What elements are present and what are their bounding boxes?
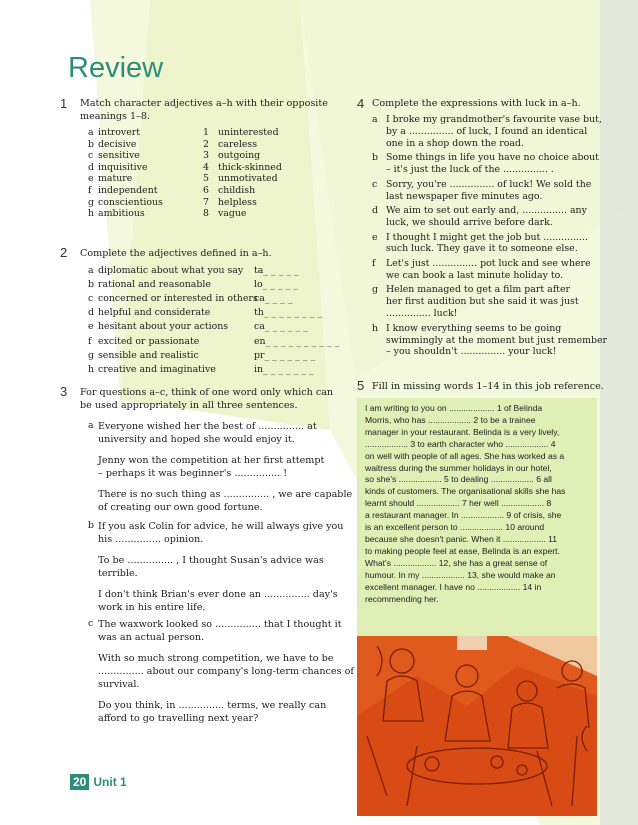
ex4-line: – it's just the luck of the ............... . <box>386 164 554 176</box>
ex1-letter: b <box>88 138 95 150</box>
exercise-3-a-sentence2: Jenny won the competition at her first attempt <box>98 455 325 466</box>
job-reference-line: kinds of customers. The organisational skills she has <box>365 486 566 497</box>
exercise-5-number: 5 <box>357 378 365 393</box>
job-reference-line: is an excellent person to .................. 10 around <box>365 522 545 533</box>
job-reference-line: on well with people of all ages. She has worked as a <box>365 450 565 461</box>
exercise-3-b-sentence1: If you ask Colin for advice, he will always give you <box>98 521 344 532</box>
ex1-letter: g <box>88 196 95 208</box>
exercise-3-c-sentence1-cont: was an actual person. <box>98 632 205 643</box>
ex2-definition: rational and reasonable <box>98 279 211 291</box>
ex4-line: Let's just ............... pot luck and see where <box>386 257 591 269</box>
ex4-letter: a <box>372 114 378 125</box>
exercise-3-c-sentence2-cont2: survival. <box>98 679 140 690</box>
ex2-letter: e <box>88 321 94 333</box>
ex4-line: ............... luck! <box>386 308 458 320</box>
ex2-definition: creative and imaginative <box>98 363 216 375</box>
exercise-3-a-sentence1: Everyone wished her the best of ............... at <box>98 421 317 432</box>
ex2-definition: sensible and realistic <box>98 349 199 361</box>
ex1-opposite: uninterested <box>218 127 279 138</box>
ex2-letter: g <box>88 349 95 361</box>
ex1-number: 3 <box>203 150 209 162</box>
ex1-letter: a <box>88 127 94 138</box>
exercise-3-a-sentence3: There is no such thing as ............... , we are capable <box>98 489 353 500</box>
ex1-adjective: independent <box>98 185 158 196</box>
job-reference-line: manager in your restaurant. Belinda is a very lively, <box>365 426 560 437</box>
exercise-1-number: 1 <box>60 96 68 111</box>
ex2-answer-blank: pr_ _ _ _ _ _ _ <box>254 349 316 361</box>
exercise-3-c-letter: c <box>88 618 94 629</box>
job-reference-line: learnt should .................. 7 her well .................. 8 <box>365 498 552 509</box>
ex4-line: Helen managed to get a film part after <box>386 284 570 296</box>
exercise-3-c-sentence2: With so much strong competition, we have to be <box>98 653 334 664</box>
ex2-letter: h <box>88 363 95 375</box>
ex1-letter: f <box>88 185 92 196</box>
exercise-3-c-sentence3: Do you think, in ............... terms, we really can <box>98 700 327 711</box>
ex1-opposite: careless <box>218 138 258 150</box>
page-title: Review <box>68 52 164 84</box>
ex2-letter: c <box>88 293 94 305</box>
ex1-number: 5 <box>203 173 209 185</box>
ex4-letter: g <box>372 284 379 296</box>
job-reference-line: so she's .................. 5 to dealing .................. 6 all <box>365 474 552 485</box>
ex2-definition: hesitant about your actions <box>98 321 229 333</box>
ex1-number: 7 <box>203 196 209 208</box>
ex2-letter: b <box>88 279 95 291</box>
ex2-answer-blank: lo_ _ _ _ _ <box>254 279 299 291</box>
ex2-definition: helpful and considerate <box>98 307 211 319</box>
ex2-definition: excited or passionate <box>98 335 200 347</box>
exercise-3-instruction-line2: be used appropriately in all three sentences. <box>80 400 298 411</box>
ex4-line: we can book a last minute holiday to. <box>386 269 564 281</box>
ex1-letter: c <box>88 150 94 162</box>
exercise-3-b-sentence1-cont: his ............... opinion. <box>98 534 204 545</box>
exercise-2-number: 2 <box>60 245 68 260</box>
ex4-letter: e <box>372 231 378 243</box>
ex2-answer-blank: en_ _ _ _ _ _ _ _ _ _ <box>254 335 340 347</box>
ex2-answer-blank: ta_ _ _ _ _ <box>254 265 299 276</box>
page-number: 20 <box>70 774 89 790</box>
exercise-2-instruction: Complete the adjectives defined in a–h. <box>80 248 272 259</box>
ex4-letter: f <box>372 257 376 269</box>
exercise-4-instruction: Complete the expressions with luck in a–h. <box>372 98 581 109</box>
job-reference-line: humour. In my .................. 13, she would make an <box>365 569 556 580</box>
ex1-letter: e <box>88 173 94 185</box>
ex4-letter: h <box>372 322 379 334</box>
ex1-adjective: decisive <box>98 138 137 150</box>
restaurant-illustration <box>357 636 597 816</box>
ex4-line: We aim to set out early and, ............... any <box>386 205 587 217</box>
ex2-definition: concerned or interested in others <box>98 293 258 305</box>
ex4-line: her first audition but she said it was just <box>386 296 579 308</box>
ex2-answer-blank: th_ _ _ _ _ _ _ _ <box>254 307 323 319</box>
ex4-line: one in a shop down the road. <box>386 137 524 149</box>
ex2-answer-blank: ca_ _ _ _ <box>254 293 293 305</box>
ex1-adjective: sensitive <box>98 150 140 162</box>
job-reference-line: Morris, who has .................. 2 to be a trainee <box>365 414 536 425</box>
ex2-letter: f <box>88 335 92 347</box>
ex1-opposite: unmotivated <box>218 173 278 185</box>
ex2-letter: a <box>88 265 94 276</box>
ex1-opposite: thick-skinned <box>218 161 282 173</box>
job-reference-text <box>365 403 591 605</box>
ex4-line: last newspaper five minutes ago. <box>386 190 543 202</box>
ex4-line: such luck. They gave it to someone else. <box>386 243 578 255</box>
ex1-letter: d <box>88 161 95 173</box>
exercise-3-a-sentence2-cont: – perhaps it was beginner's ............... ! <box>98 468 288 479</box>
ex1-number: 1 <box>203 127 209 138</box>
exercise-3-a-sentence3-cont: of creating our own good fortune. <box>98 502 263 513</box>
ex1-adjective: inquisitive <box>98 161 148 173</box>
ex4-line: swimmingly at the moment but just remember <box>386 334 608 346</box>
job-reference-line: because she doesn't panic. When it .................. 11 <box>365 533 558 544</box>
ex4-line: by a ............... of luck, I found an identical <box>386 125 588 137</box>
ex4-line: I broke my grandmother's favourite vase but, <box>386 114 602 125</box>
exercise-5-instruction: Fill in missing words 1–14 in this job reference. <box>372 381 604 392</box>
ex1-letter: h <box>88 208 95 220</box>
job-reference-line: excellent manager. I have no .................. 14 in <box>365 581 542 592</box>
ex1-number: 8 <box>203 208 209 220</box>
job-reference-line: recommending her. <box>365 593 439 604</box>
job-reference-line: .................. 3 to earth character who .................. 4 <box>365 438 556 449</box>
exercise-3-b-sentence3-cont: work in his entire life. <box>98 602 206 613</box>
job-reference-line: I am writing to you on ................... 1 of Belinda <box>365 403 543 413</box>
exercise-3-c-sentence3-cont: afford to go travelling next year? <box>98 713 259 724</box>
job-reference-line: a restaurant manager. In .................. 9 of crisis, she <box>365 510 562 521</box>
ex1-number: 2 <box>203 138 209 150</box>
exercise-3-c-sentence1: The waxwork looked so ............... that I thought it <box>98 619 342 630</box>
ex1-opposite: childish <box>218 185 256 196</box>
ex4-letter: c <box>372 178 378 190</box>
unit-label: Unit 1 <box>93 775 127 789</box>
exercise-1-instruction-line2: meanings 1–8. <box>80 111 151 122</box>
ex4-line: luck, we should arrive before dark. <box>386 217 553 228</box>
ex1-opposite: outgoing <box>218 150 261 162</box>
exercise-3-b-sentence2-cont: terrible. <box>98 568 138 579</box>
exercise-3-b-sentence2: To be ............... , I thought Susan's advice was <box>98 555 324 566</box>
ex2-answer-blank: ca_ _ _ _ _ _ <box>254 321 308 333</box>
exercise-3-instruction-line1: For questions a–c, think of one word only which can <box>80 387 334 398</box>
page-footer <box>70 774 127 790</box>
ex4-letter: d <box>372 205 379 217</box>
ex2-answer-blank: in_ _ _ _ _ _ _ <box>254 363 314 375</box>
ex4-letter: b <box>372 152 379 164</box>
ex4-line: Sorry, you're ............... of luck! We sold the <box>386 178 592 190</box>
job-reference-line: What's .................. 12, she has a great sense of <box>365 557 548 568</box>
exercise-3-b-sentence3: I don't think Brian's ever done an ............... day's <box>98 589 338 600</box>
ex4-line: I know everything seems to be going <box>386 322 562 334</box>
ex2-definition: diplomatic about what you say <box>98 265 244 276</box>
exercise-3-b-letter: b <box>88 520 95 531</box>
ex1-number: 6 <box>203 185 209 196</box>
ex2-letter: d <box>88 307 95 319</box>
exercise-3-number: 3 <box>60 384 68 399</box>
exercise-3-a-sentence1-cont: university and hoped she would enjoy it. <box>98 434 295 445</box>
exercise-3-c-sentence2-cont: ............... about our company's long-term chances of <box>98 666 354 677</box>
ex4-line: I thought I might get the job but ............... <box>386 231 588 243</box>
exercise-3-a-letter: a <box>88 420 94 431</box>
ex4-line: Some things in life you have no choice about <box>386 152 599 164</box>
exercise-1-instruction-line1: Match character adjectives a–h with their opposite <box>80 98 328 109</box>
ex4-line: – you shouldn't ............... your luck! <box>386 346 557 358</box>
ex1-opposite: helpless <box>218 196 257 208</box>
job-reference-line: to making people feel at ease, Belinda is an expert. <box>365 545 560 556</box>
exercise-4-number: 4 <box>357 96 365 111</box>
ex1-opposite: vague <box>218 208 247 220</box>
ex1-adjective: mature <box>98 173 133 185</box>
job-reference-line: waitress during the summer holidays in our hotel, <box>365 462 552 473</box>
ex1-adjective: conscientious <box>98 196 163 208</box>
ex1-adjective: introvert <box>98 127 141 138</box>
ex1-adjective: ambitious <box>98 208 145 220</box>
ex1-number: 4 <box>203 161 209 173</box>
